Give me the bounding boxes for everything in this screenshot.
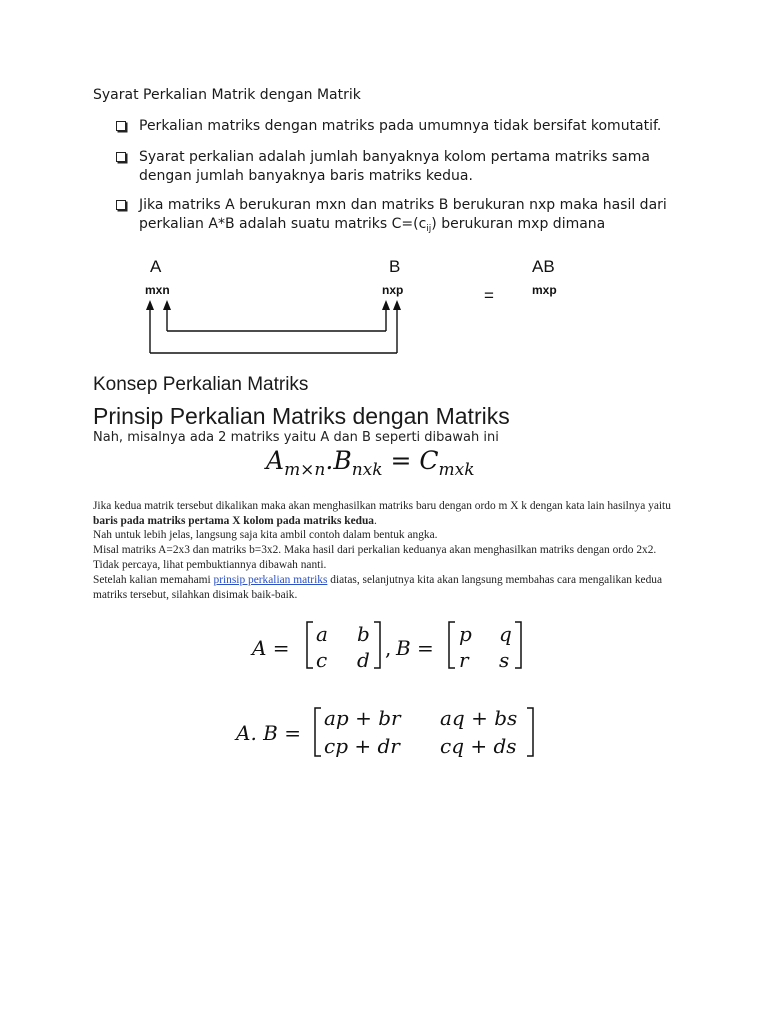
bullet-item: [116, 117, 686, 136]
bullet-text: Jika matriks A berukuran mxn dan matriks B berukuran nxp maka hasil dari perkalian A*B adalah suatu matriks $C=(c_{ij})$ berukuran mxp dimana: [139, 197, 667, 234]
up-arrow-icon: [382, 300, 390, 310]
matrix-b-right-bracket: [513, 620, 523, 670]
diagram-dim-a: mxn: [145, 283, 170, 297]
matrix-a-label: A =: [252, 636, 290, 660]
paragraph-setelah: Setelah kalian memahami prinsip perkalian matriks diatas, selanjutnya kita akan langsung membahas cara mengalikan kedua matriks tersebut, silahkan disimak baik-baik.: [93, 574, 663, 601]
matrix-a-cell: b: [357, 622, 370, 646]
heading-prinsip: Prinsip Perkalian Matriks dengan Matriks: [93, 403, 510, 429]
dimension-formula: $A_{m\times n}.B_{nxk} = C_{mxk}$: [266, 446, 475, 480]
matrix-a-left-bracket: [305, 620, 315, 670]
product-cell: ap + br: [324, 706, 401, 730]
up-arrow-icon: [146, 300, 154, 310]
paragraph-ordo: Jika kedua matrik tersebut dikalikan maka akan menghasilkan matriks baru dengan ordo m X k dengan kata lain hasilnya yaitu baris pada matriks pertama X kolom pada matriks kedua.: [93, 500, 671, 527]
diagram-label-a: A: [150, 257, 162, 276]
matrix-separator: ,: [385, 636, 392, 660]
bullet-text: Syarat perkalian adalah jumlah banyaknya kolom pertama matriks sama dengan jumlah banyaknya baris matriks kedua.: [139, 149, 650, 184]
checkbox-bullet-icon: [116, 121, 126, 131]
diagram-dim-b: nxp: [382, 283, 404, 297]
heading-konsep: Konsep Perkalian Matriks: [93, 374, 309, 395]
paragraph-misal: Misal matriks A=2x3 dan matriks b=3x2. Maka hasil dari perkalian keduanya akan menghasilkan matriks dengan ordo 2x2. Tidak percaya, lihat pembuktiannya dibawah nanti.: [93, 544, 657, 571]
product-cell: cq + ds: [440, 734, 517, 758]
bullet-text: Perkalian matriks dengan matriks pada umumnya tidak bersifat komutatif.: [139, 118, 662, 134]
matrix-b-label: B =: [396, 636, 434, 660]
up-arrow-icon: [393, 300, 401, 310]
checkbox-bullet-icon: [116, 152, 126, 162]
dimension-arrows: [140, 298, 415, 358]
subscript: ij: [426, 224, 432, 234]
diagram-label-ab: AB: [532, 257, 555, 276]
bullet-item: [116, 148, 686, 186]
matrix-a-cell: a: [316, 622, 328, 646]
diagram-equals: =: [484, 286, 494, 305]
matrix-b-cell: r: [459, 648, 469, 672]
matrix-a-right-bracket: [372, 620, 382, 670]
section-intro: Syarat Perkalian Matrik dengan Matrik: [93, 87, 361, 103]
matrix-b-cell: q: [499, 622, 512, 646]
nah-text: Nah, misalnya ada 2 matriks yaitu A dan B seperti dibawah ini: [93, 430, 499, 445]
product-label: A. B =: [236, 721, 301, 745]
diagram-label-b: B: [389, 257, 401, 276]
matrix-a-cell: c: [316, 648, 328, 672]
paragraph-contoh: Nah untuk lebih jelas, langsung saja kita ambil contoh dalam bentuk angka.: [93, 529, 438, 541]
product-right-bracket: [525, 706, 535, 758]
matrix-b-cell: p: [459, 622, 472, 646]
product-cell: aq + bs: [440, 706, 518, 730]
prinsip-link[interactable]: prinsip perkalian matriks: [213, 574, 328, 586]
checkbox-bullet-icon: [116, 200, 126, 210]
product-cell: cp + dr: [324, 734, 400, 758]
matrix-b-left-bracket: [447, 620, 457, 670]
up-arrow-icon: [163, 300, 171, 310]
diagram-dim-ab: mxp: [532, 283, 557, 297]
matrix-b-cell: s: [499, 648, 510, 672]
product-left-bracket: [313, 706, 323, 758]
matrix-a-cell: d: [357, 648, 370, 672]
bold-rule: baris pada matriks pertama X kolom pada matriks kedua: [93, 514, 374, 527]
bullet-item: [116, 196, 686, 239]
